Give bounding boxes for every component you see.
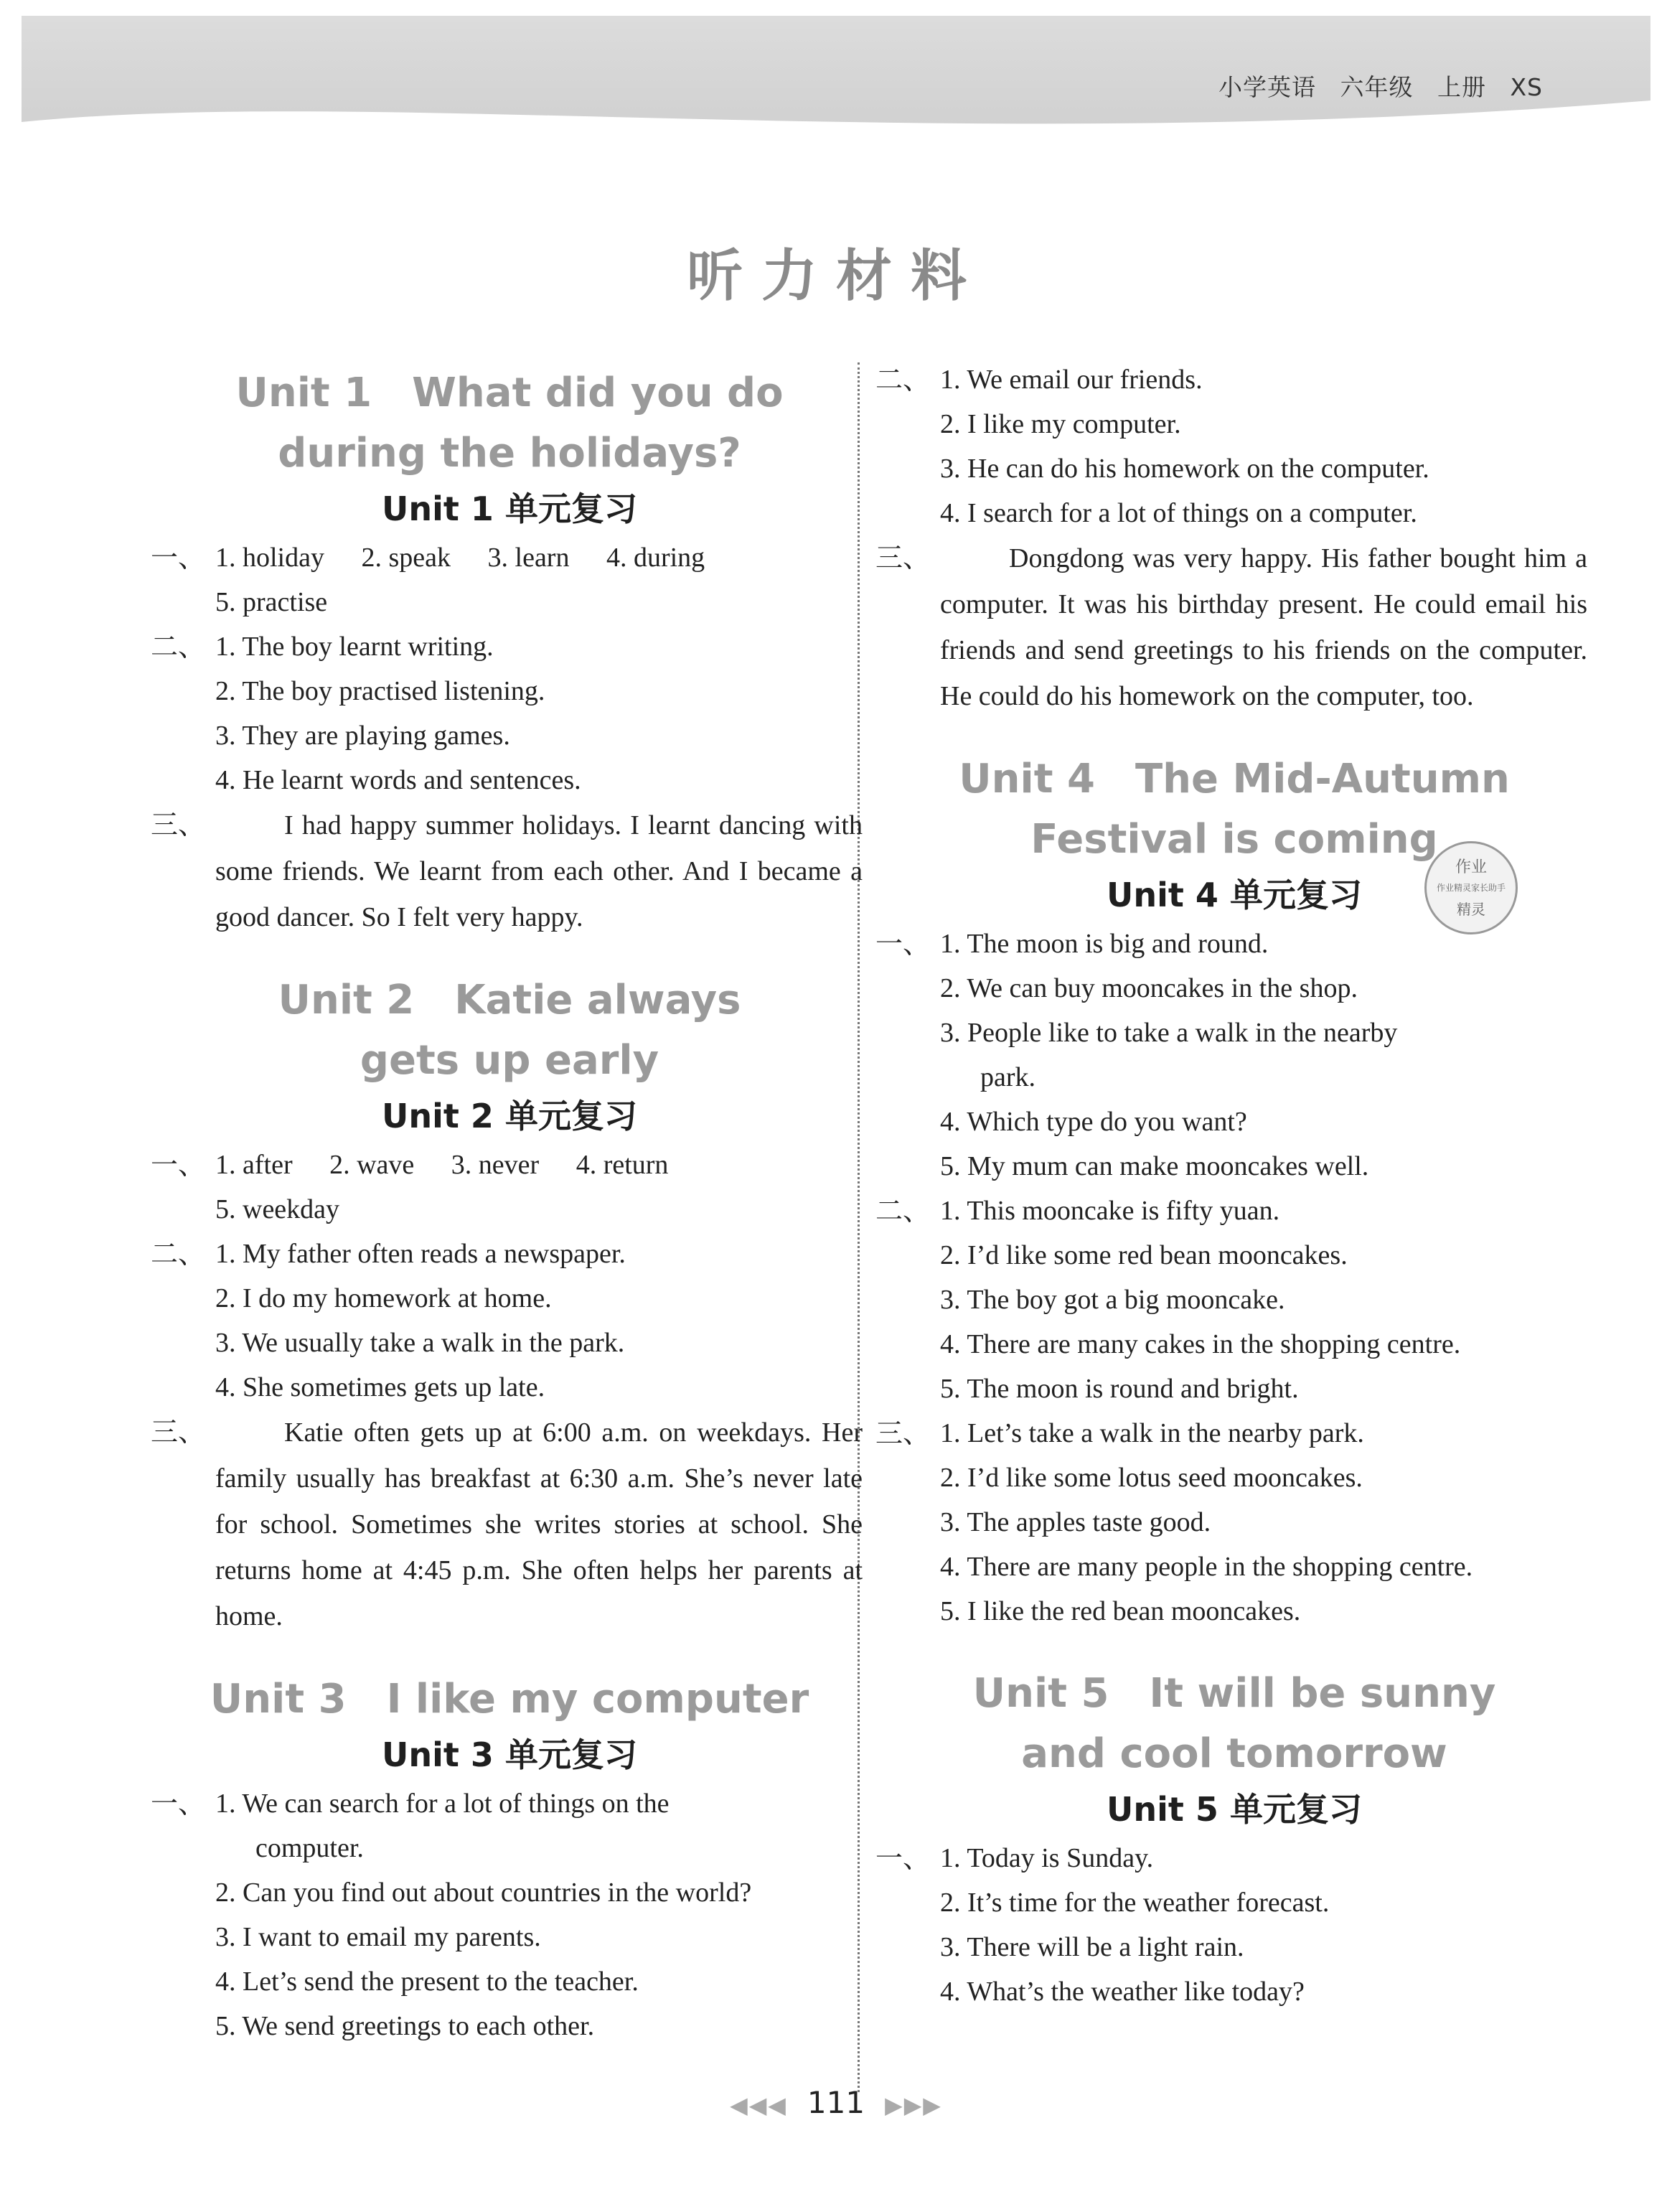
sentence: 4. Let’s send the present to the teacher.	[215, 1967, 639, 1997]
review-title: Unit 1 单元复习	[382, 489, 637, 528]
section	[151, 535, 868, 624]
review-title: Unit 2 单元复习	[382, 1097, 637, 1135]
section	[875, 1411, 1593, 1634]
word-item: 2. speak	[361, 543, 451, 573]
watermark-stamp: 作业 作业精灵家长助手 精灵	[1424, 841, 1518, 934]
word-item: 4. return	[576, 1150, 669, 1180]
section	[151, 1781, 868, 2048]
sentence: 1. Today is Sunday.	[940, 1843, 1154, 1873]
section-number: 二、	[875, 1195, 931, 1227]
sentence: 4. He learnt words and sentences.	[215, 765, 581, 795]
sentence: 4. What’s the weather like today?	[940, 1977, 1305, 2007]
section-number: 一、	[151, 542, 206, 573]
arrows-left-icon: ◀◀◀	[730, 2091, 787, 2119]
review-title: Unit 3 单元复习	[382, 1735, 637, 1774]
sentence: 3. There will be a light rain.	[940, 1932, 1244, 1962]
sentence: 2. We can buy mooncakes in the shop.	[940, 973, 1358, 1003]
section-number: 三、	[875, 542, 931, 573]
sentence: 4. I search for a lot of things on a computer.	[940, 498, 1417, 528]
section	[875, 1836, 1593, 2014]
word-list	[215, 1143, 868, 1187]
word-item: 1. after	[215, 1150, 293, 1180]
section	[875, 1189, 1593, 1411]
section	[151, 1410, 868, 1639]
word-item: 3. never	[451, 1150, 540, 1180]
word-item: 2. wave	[329, 1150, 415, 1180]
section-number: 二、	[151, 631, 206, 662]
word-list	[215, 535, 868, 580]
sentence: 1. My father often reads a newspaper.	[215, 1239, 626, 1269]
sentence: 1. Let’s take a walk in the nearby park.	[940, 1418, 1364, 1448]
section-number: 三、	[151, 809, 206, 840]
sentence: 3. People like to take a walk in the nearby	[940, 1018, 1398, 1048]
sentence: 3. I want to email my parents.	[215, 1922, 541, 1952]
sentence: park.	[980, 1062, 1036, 1092]
left-column	[151, 352, 868, 2048]
sentence: 5. My mum can make mooncakes well.	[940, 1151, 1369, 1181]
review-title: Unit 5 单元复习	[1107, 1790, 1362, 1829]
section-number: 一、	[875, 928, 931, 960]
sentence: 4. There are many cakes in the shopping centre.	[940, 1329, 1461, 1359]
breadcrumb: 小学英语 六年级 上册 XS	[1218, 73, 1543, 101]
page-title: 听力材料	[686, 244, 985, 309]
section	[151, 624, 868, 802]
sentence: 3. He can do his homework on the computer.	[940, 454, 1429, 484]
sentence: 2. Can you find out about countries in the world?	[215, 1878, 752, 1908]
sentence: 3. The boy got a big mooncake.	[940, 1285, 1285, 1315]
section-number: 三、	[875, 1417, 931, 1449]
sentence: 2. I like my computer.	[940, 409, 1181, 439]
word-item: 3. learn	[487, 543, 570, 573]
sentence: 2. The boy practised listening.	[215, 676, 545, 706]
section-number: 一、	[151, 1788, 206, 1819]
sentence: 2. I’d like some red bean mooncakes.	[940, 1240, 1348, 1270]
section	[151, 1232, 868, 1410]
sentence: 4. She sometimes gets up late.	[215, 1372, 545, 1402]
word-item: 4. during	[606, 543, 705, 573]
section	[875, 922, 1593, 1189]
passage: Dongdong was very happy. His father bought him a computer. It was his birthday present. He could email his friends and send greetings to his friends on the computer. He could do his homework on the computer, too.	[940, 543, 1587, 711]
unit-title: Unit 4 The Mid-Autumn Festival is coming	[959, 756, 1510, 863]
sentence: 1. The boy learnt writing.	[215, 632, 494, 662]
sentence: 5. I like the red bean mooncakes.	[940, 1596, 1301, 1626]
word-item: 1. holiday	[215, 543, 324, 573]
sentence: 3. The apples taste good.	[940, 1507, 1211, 1537]
section	[151, 1143, 868, 1232]
section-number: 一、	[151, 1149, 206, 1181]
sentence: 5. The moon is round and bright.	[940, 1374, 1299, 1404]
word-item: 5. practise	[215, 587, 328, 617]
section	[151, 802, 868, 940]
right-column	[875, 357, 1593, 2014]
sentence: 1. We email our friends.	[940, 365, 1203, 395]
passage: Katie often gets up at 6:00 a.m. on weekdays. Her family usually has breakfast at 6:30 a.m. She’s never late for school. Sometimes she writes stories at school. She returns home at 4:45 p.m. She often helps her parents at home.	[215, 1417, 863, 1631]
sentence: 4. Which type do you want?	[940, 1107, 1247, 1137]
sentence: 3. We usually take a walk in the park.	[215, 1328, 625, 1358]
section	[875, 535, 1593, 719]
sentence: 5. We send greetings to each other.	[215, 2011, 595, 2041]
section-number: 二、	[875, 364, 931, 395]
page-number: 111	[807, 2085, 865, 2120]
section-number: 三、	[151, 1416, 206, 1448]
sentence: 2. It’s time for the weather forecast.	[940, 1888, 1330, 1918]
sentence: 1. The moon is big and round.	[940, 929, 1269, 959]
section	[875, 357, 1593, 535]
review-title: Unit 4 单元复习	[1107, 876, 1362, 914]
sentence: 3. They are playing games.	[215, 721, 510, 751]
sentence: 1. This mooncake is fifty yuan.	[940, 1196, 1280, 1226]
sentence: 1. We can search for a lot of things on the	[215, 1789, 670, 1819]
arrows-right-icon: ▶▶▶	[885, 2091, 942, 2119]
unit-title: Unit 1 What did you do during the holidays?	[235, 370, 784, 477]
section-number: 二、	[151, 1238, 206, 1270]
word-item: 5. weekday	[215, 1194, 340, 1224]
sentence: 2. I’d like some lotus seed mooncakes.	[940, 1463, 1363, 1493]
sentence: 2. I do my homework at home.	[215, 1283, 552, 1313]
unit-title: Unit 2 Katie always gets up early	[278, 977, 741, 1084]
sentence: computer.	[255, 1833, 364, 1863]
unit-title: Unit 5 It will be sunny and cool tomorrow	[972, 1670, 1496, 1777]
page-footer	[0, 2085, 1672, 2120]
passage: I had happy summer holidays. I learnt dancing with some friends. We learnt from each other. And I became a good dancer. So I felt very happy.	[215, 810, 863, 932]
section-number: 一、	[875, 1842, 931, 1874]
sentence: 4. There are many people in the shopping centre.	[940, 1552, 1473, 1582]
unit-title: Unit 3 I like my computer	[210, 1676, 809, 1723]
